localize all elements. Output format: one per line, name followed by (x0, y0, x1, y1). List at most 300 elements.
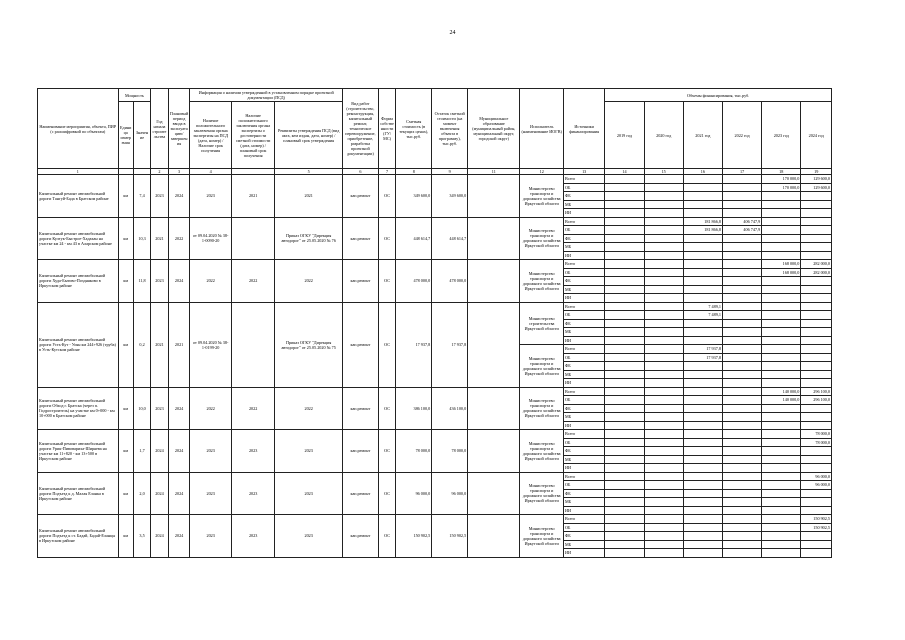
capacity-value: 3,5 (133, 515, 150, 558)
funding-amount (683, 200, 722, 209)
funding-amount (644, 481, 683, 490)
funding-amount (605, 209, 644, 218)
funding-amount (801, 532, 832, 541)
funding-amount: 96 000,0 (801, 481, 832, 490)
funding-amount (644, 319, 683, 328)
funding-amount (762, 353, 801, 362)
funding-amount (683, 549, 722, 558)
psd-estimate: 2023 (231, 472, 275, 515)
funding-amount (605, 285, 644, 294)
psd-estimate: 2023 (231, 515, 275, 558)
ownership: ОС (378, 515, 395, 558)
work-type: кап.ремонт (342, 175, 378, 218)
funding-source: ФБ (563, 362, 604, 371)
funding-amount (722, 209, 761, 218)
funding-amount (722, 481, 761, 490)
funding-amount (801, 413, 832, 422)
funding-amount (801, 336, 832, 345)
header-municipality: Муниципальное образование (муниципальный район, муниципальный округ, городской округ) (468, 89, 520, 169)
funding-amount (683, 455, 722, 464)
funding-amount (605, 532, 644, 541)
remaining-cost: 150 902,5 (432, 515, 468, 558)
funding-source: ФБ (563, 234, 604, 243)
funding-amount (722, 370, 761, 379)
psd-approval: 2023 (275, 472, 343, 515)
work-type: кап.ремонт (342, 472, 378, 515)
funding-amount (644, 226, 683, 235)
psd-approval: Приказ ОГКУ "Дирекция автодорог" от 25.05.2020 № 75 (275, 302, 343, 387)
funding-source: Всего (563, 260, 604, 269)
funding-amount: 150 902,5 (801, 523, 832, 532)
municipality (468, 472, 520, 515)
header-psd-approval: Реквизиты утверждения ПСД (вид акта, кем издан, дата, номер) / плановый срок утверждения (275, 102, 343, 169)
remaining-cost: 478 000,0 (432, 260, 468, 303)
funding-amount (801, 362, 832, 371)
funding-amount (762, 328, 801, 337)
funding-amount (644, 438, 683, 447)
header-psd-info: Информация о наличии утвержденной в установленном порядке проектной документации (ПСД) (190, 89, 342, 102)
ownership: ОС (378, 217, 395, 260)
estimated-cost: 448 614,7 (396, 217, 432, 260)
funding-amount (683, 319, 722, 328)
funding-amount (801, 404, 832, 413)
funding-amount: 170 000,0 (762, 183, 801, 192)
funding-amount (801, 217, 832, 226)
funding-source: МБ (563, 243, 604, 252)
header-funding: Объемы финансирования, тыс.руб. (605, 89, 832, 102)
funding-amount (605, 438, 644, 447)
funding-source: ОБ (563, 353, 604, 362)
funding-source: ИИ (563, 549, 604, 558)
funding-amount (801, 302, 832, 311)
funding-amount (722, 472, 761, 481)
col-number: 2 (151, 169, 168, 175)
funding-amount (722, 200, 761, 209)
funding-amount (644, 209, 683, 218)
funding-amount (605, 302, 644, 311)
col-number: 18 (762, 169, 801, 175)
funding-amount (683, 234, 722, 243)
funding-amount (801, 277, 832, 286)
funding-amount (762, 549, 801, 558)
funding-amount (605, 345, 644, 354)
funding-amount (683, 532, 722, 541)
funding-amount (644, 549, 683, 558)
end-year: 2024 (168, 515, 190, 558)
col-number: 12 (520, 169, 564, 175)
unit: км (118, 217, 133, 260)
col-number: 13 (563, 169, 604, 175)
header-year-2022: 2022 год (722, 102, 761, 169)
funding-amount (644, 540, 683, 549)
funding-amount (722, 362, 761, 371)
funding-amount (644, 336, 683, 345)
header-work-type: Вид работ (строительство, реконструкция, капитальный ремонт, техническое перевооружение, приобретение, разработка проектной документации) (342, 89, 378, 169)
funding-amount (683, 362, 722, 371)
funding-amount (605, 404, 644, 413)
funding-amount (683, 472, 722, 481)
funding-amount (605, 277, 644, 286)
funding-amount (644, 294, 683, 303)
object-name: Капитальный ремонт автомобильной дороги Подъезд к ст. Бадай, Бадай-Еланцы в Иркутском районе (38, 515, 119, 558)
work-type: кап.ремонт (342, 217, 378, 260)
funding-source: ИИ (563, 506, 604, 515)
funding-amount (801, 200, 832, 209)
funding-amount (605, 481, 644, 490)
unit: км (118, 260, 133, 303)
start-year: 2024 (151, 430, 168, 473)
funding-source: МБ (563, 328, 604, 337)
funding-amount (722, 464, 761, 473)
funding-amount (722, 404, 761, 413)
psd-estimate: 2021 (231, 175, 275, 218)
col-number: 16 (683, 169, 722, 175)
psd-expertise: 2022 (190, 387, 231, 430)
end-year: 2024 (168, 472, 190, 515)
funding-amount (722, 345, 761, 354)
work-type: кап.ремонт (342, 387, 378, 430)
funding-amount (722, 447, 761, 456)
executor: Министерство строительства Иркутской области (520, 302, 564, 345)
funding-amount: 140 000,0 (762, 396, 801, 405)
object-row (38, 472, 832, 481)
funding-source: Всего (563, 387, 604, 396)
funding-amount (683, 506, 722, 515)
funding-source: ОБ (563, 438, 604, 447)
funding-amount (762, 209, 801, 218)
object-name: Капитальный ремонт автомобильной дороги Урик-Пивовариха-Ширяева на участке км 11+820 - км 13+500 в Иркутском районе (38, 430, 119, 473)
funding-amount (762, 302, 801, 311)
funding-amount (801, 379, 832, 388)
municipality (468, 515, 520, 558)
header-plan-year: Плановый период ввода в эксплуатацию/завершения (168, 89, 190, 169)
funding-amount (801, 353, 832, 362)
funding-source: МБ (563, 498, 604, 507)
col-number: 11 (468, 169, 520, 175)
funding-amount (801, 251, 832, 260)
funding-amount (605, 413, 644, 422)
work-type: кап.ремонт (342, 515, 378, 558)
funding-source: Всего (563, 175, 604, 184)
funding-amount (722, 294, 761, 303)
capacity-value: 7,4 (133, 175, 150, 218)
funding-amount (644, 175, 683, 184)
funding-amount: 406 747,9 (722, 226, 761, 235)
header-sources: Источники финансирования (563, 89, 604, 169)
unit: км (118, 430, 133, 473)
estimated-cost: 96 000,0 (396, 472, 432, 515)
header-executor: Исполнитель (наименование ИОГВ) (520, 89, 564, 169)
funding-amount (762, 447, 801, 456)
funding-amount (683, 387, 722, 396)
funding-amount (644, 515, 683, 524)
object-row (38, 515, 832, 524)
funding-amount (722, 489, 761, 498)
funding-amount (762, 370, 801, 379)
funding-amount (722, 353, 761, 362)
funding-amount (762, 464, 801, 473)
funding-amount (683, 464, 722, 473)
object-name: Капитальный ремонт автомобильной дороги Култук-Быстрое-Хадахан на участке км 24 - км 43 в Аларском районе (38, 217, 119, 260)
funding-amount (605, 421, 644, 430)
header-psd-estimate: Наличие положительного заключения органа экспертизы о достоверности сметной стоимости (дата, номер) / плановый срок получения (231, 102, 275, 169)
funding-amount (801, 328, 832, 337)
funding-source: ИИ (563, 209, 604, 218)
col-number: 15 (644, 169, 683, 175)
funding-amount (644, 243, 683, 252)
ownership: ОС (378, 260, 395, 303)
funding-amount (683, 175, 722, 184)
funding-amount (605, 549, 644, 558)
funding-amount (605, 260, 644, 269)
funding-amount (762, 217, 801, 226)
funding-source: МБ (563, 370, 604, 379)
funding-amount (722, 498, 761, 507)
funding-amount (605, 540, 644, 549)
funding-source: ОБ (563, 183, 604, 192)
funding-amount (762, 421, 801, 430)
funding-amount (722, 532, 761, 541)
funding-amount (644, 404, 683, 413)
funding-amount (683, 268, 722, 277)
funding-amount (605, 175, 644, 184)
header-year-2020: 2020 год (644, 102, 683, 169)
start-year: 2024 (151, 515, 168, 558)
start-year: 2024 (151, 472, 168, 515)
funding-amount (683, 243, 722, 252)
funding-amount (762, 294, 801, 303)
funding-amount (683, 430, 722, 439)
executor: Министерство транспорта и дорожного хозяйства Иркутской области (520, 387, 564, 430)
funding-amount (762, 379, 801, 388)
funding-amount (762, 515, 801, 524)
executor: Министерство транспорта и дорожного хозяйства Иркутской области (520, 345, 564, 388)
col-number: 19 (801, 169, 832, 175)
funding-amount (801, 506, 832, 515)
funding-amount (683, 498, 722, 507)
funding-amount (644, 523, 683, 532)
funding-amount (762, 523, 801, 532)
funding-amount: 17 937,8 (683, 345, 722, 354)
funding-amount (644, 370, 683, 379)
funding-amount (683, 277, 722, 286)
remaining-cost: 17 937,8 (432, 302, 468, 387)
funding-amount (762, 311, 801, 320)
header-unit: Единица измерения (118, 102, 133, 169)
col-number: 6 (342, 169, 378, 175)
funding-amount (605, 328, 644, 337)
funding-amount: 181 866,8 (683, 217, 722, 226)
funding-amount: 129 600,0 (801, 183, 832, 192)
executor: Министерство транспорта и дорожного хозяйства Иркутской области (520, 472, 564, 515)
funding-amount (644, 472, 683, 481)
psd-expertise: 2023 (190, 175, 231, 218)
unit: км (118, 515, 133, 558)
funding-amount (801, 540, 832, 549)
funding-amount (722, 549, 761, 558)
funding-amount (644, 532, 683, 541)
ownership: ОС (378, 175, 395, 218)
funding-amount (644, 489, 683, 498)
funding-amount (644, 217, 683, 226)
funding-source: ИИ (563, 251, 604, 260)
municipality (468, 387, 520, 430)
funding-amount (722, 455, 761, 464)
object-name: Капитальный ремонт автомобильной дороги Обход г. Братска (через п. Гидростроитель) на участке км 0+000 - км 10+000 в Братском районе (38, 387, 119, 430)
funding-amount (644, 302, 683, 311)
funding-amount (722, 277, 761, 286)
ownership: ОС (378, 302, 395, 387)
funding-source: Всего (563, 430, 604, 439)
municipality (468, 302, 520, 387)
funding-amount (722, 251, 761, 260)
funding-source: ИИ (563, 294, 604, 303)
header-year-2019: 2019 год (605, 102, 644, 169)
funding-amount (722, 234, 761, 243)
funding-amount (762, 413, 801, 422)
end-year: 2022 (168, 217, 190, 260)
col-number: 17 (722, 169, 761, 175)
funding-amount (722, 175, 761, 184)
funding-amount (683, 183, 722, 192)
funding-amount (801, 209, 832, 218)
funding-amount: 140 000,0 (762, 387, 801, 396)
col-number: 3 (168, 169, 190, 175)
header-ownership: Форма собственности (ГУ/МС) (378, 89, 395, 169)
object-row (38, 175, 832, 184)
funding-amount (762, 506, 801, 515)
funding-amount (683, 438, 722, 447)
funding-amount (801, 489, 832, 498)
funding-amount (683, 294, 722, 303)
funding-amount (722, 387, 761, 396)
funding-amount: 170 000,0 (762, 175, 801, 184)
funding-amount (762, 481, 801, 490)
capacity-value: 1,7 (133, 430, 150, 473)
funding-amount: 17 937,8 (683, 353, 722, 362)
executor: Министерство транспорта и дорожного хозяйства Иркутской области (520, 175, 564, 218)
funding-source: Всего (563, 515, 604, 524)
work-type: кап.ремонт (342, 260, 378, 303)
psd-approval: 2023 (275, 430, 343, 473)
investment-program-table (37, 88, 832, 558)
funding-amount (605, 294, 644, 303)
funding-amount (762, 243, 801, 252)
funding-amount (605, 396, 644, 405)
funding-amount (683, 396, 722, 405)
funding-amount (722, 523, 761, 532)
ownership: ОС (378, 387, 395, 430)
object-row (38, 387, 832, 396)
funding-amount (605, 506, 644, 515)
header-capacity: Мощность (118, 89, 151, 102)
ownership: ОС (378, 472, 395, 515)
executor: Министерство транспорта и дорожного хозяйства Иркутской области (520, 217, 564, 260)
funding-amount (722, 268, 761, 277)
funding-amount (605, 362, 644, 371)
funding-amount (683, 328, 722, 337)
capacity-value: 10,3 (133, 217, 150, 260)
funding-amount (605, 268, 644, 277)
municipality (468, 175, 520, 218)
funding-source: ОБ (563, 481, 604, 490)
funding-amount (605, 489, 644, 498)
funding-amount (683, 404, 722, 413)
funding-amount (683, 523, 722, 532)
end-year: 2024 (168, 387, 190, 430)
funding-source: ИИ (563, 421, 604, 430)
funding-amount (762, 251, 801, 260)
funding-amount (605, 498, 644, 507)
unit: км (118, 302, 133, 387)
funding-amount (762, 362, 801, 371)
funding-amount (644, 251, 683, 260)
funding-amount (762, 430, 801, 439)
funding-amount (801, 549, 832, 558)
funding-amount (644, 464, 683, 473)
psd-approval: 2023 (275, 515, 343, 558)
remaining-cost: 436 100,0 (432, 387, 468, 430)
funding-amount: 96 000,0 (801, 472, 832, 481)
funding-amount (801, 455, 832, 464)
funding-amount (644, 506, 683, 515)
funding-amount (644, 430, 683, 439)
funding-amount (605, 387, 644, 396)
funding-amount: 168 000,0 (762, 260, 801, 269)
funding-amount (762, 336, 801, 345)
funding-source: Всего (563, 217, 604, 226)
funding-amount (762, 498, 801, 507)
funding-amount (683, 370, 722, 379)
funding-amount (644, 328, 683, 337)
funding-source: ОБ (563, 396, 604, 405)
start-year: 2023 (151, 175, 168, 218)
funding-source: ФБ (563, 447, 604, 456)
unit: км (118, 387, 133, 430)
unit: км (118, 472, 133, 515)
funding-amount (644, 447, 683, 456)
funding-amount (605, 226, 644, 235)
funding-amount (762, 319, 801, 328)
funding-amount (644, 421, 683, 430)
psd-approval: 2021 (275, 175, 343, 218)
funding-amount (801, 370, 832, 379)
funding-amount (801, 294, 832, 303)
funding-amount (605, 455, 644, 464)
work-type: кап.ремонт (342, 430, 378, 473)
funding-amount (722, 421, 761, 430)
funding-amount (644, 311, 683, 320)
funding-source: ОБ (563, 311, 604, 320)
estimated-cost: 17 937,8 (396, 302, 432, 387)
funding-amount (644, 387, 683, 396)
funding-amount: 78 000,0 (801, 438, 832, 447)
funding-amount (605, 192, 644, 201)
funding-amount (722, 430, 761, 439)
funding-source: ФБ (563, 277, 604, 286)
funding-amount (762, 455, 801, 464)
funding-amount (762, 472, 801, 481)
funding-amount (722, 413, 761, 422)
funding-amount (605, 251, 644, 260)
funding-amount (683, 209, 722, 218)
funding-amount (722, 260, 761, 269)
psd-estimate (231, 302, 275, 387)
estimated-cost: 78 000,0 (396, 430, 432, 473)
funding-amount (722, 285, 761, 294)
funding-amount: 406 747,9 (722, 217, 761, 226)
header-year-2024: 2024 год (801, 102, 832, 169)
